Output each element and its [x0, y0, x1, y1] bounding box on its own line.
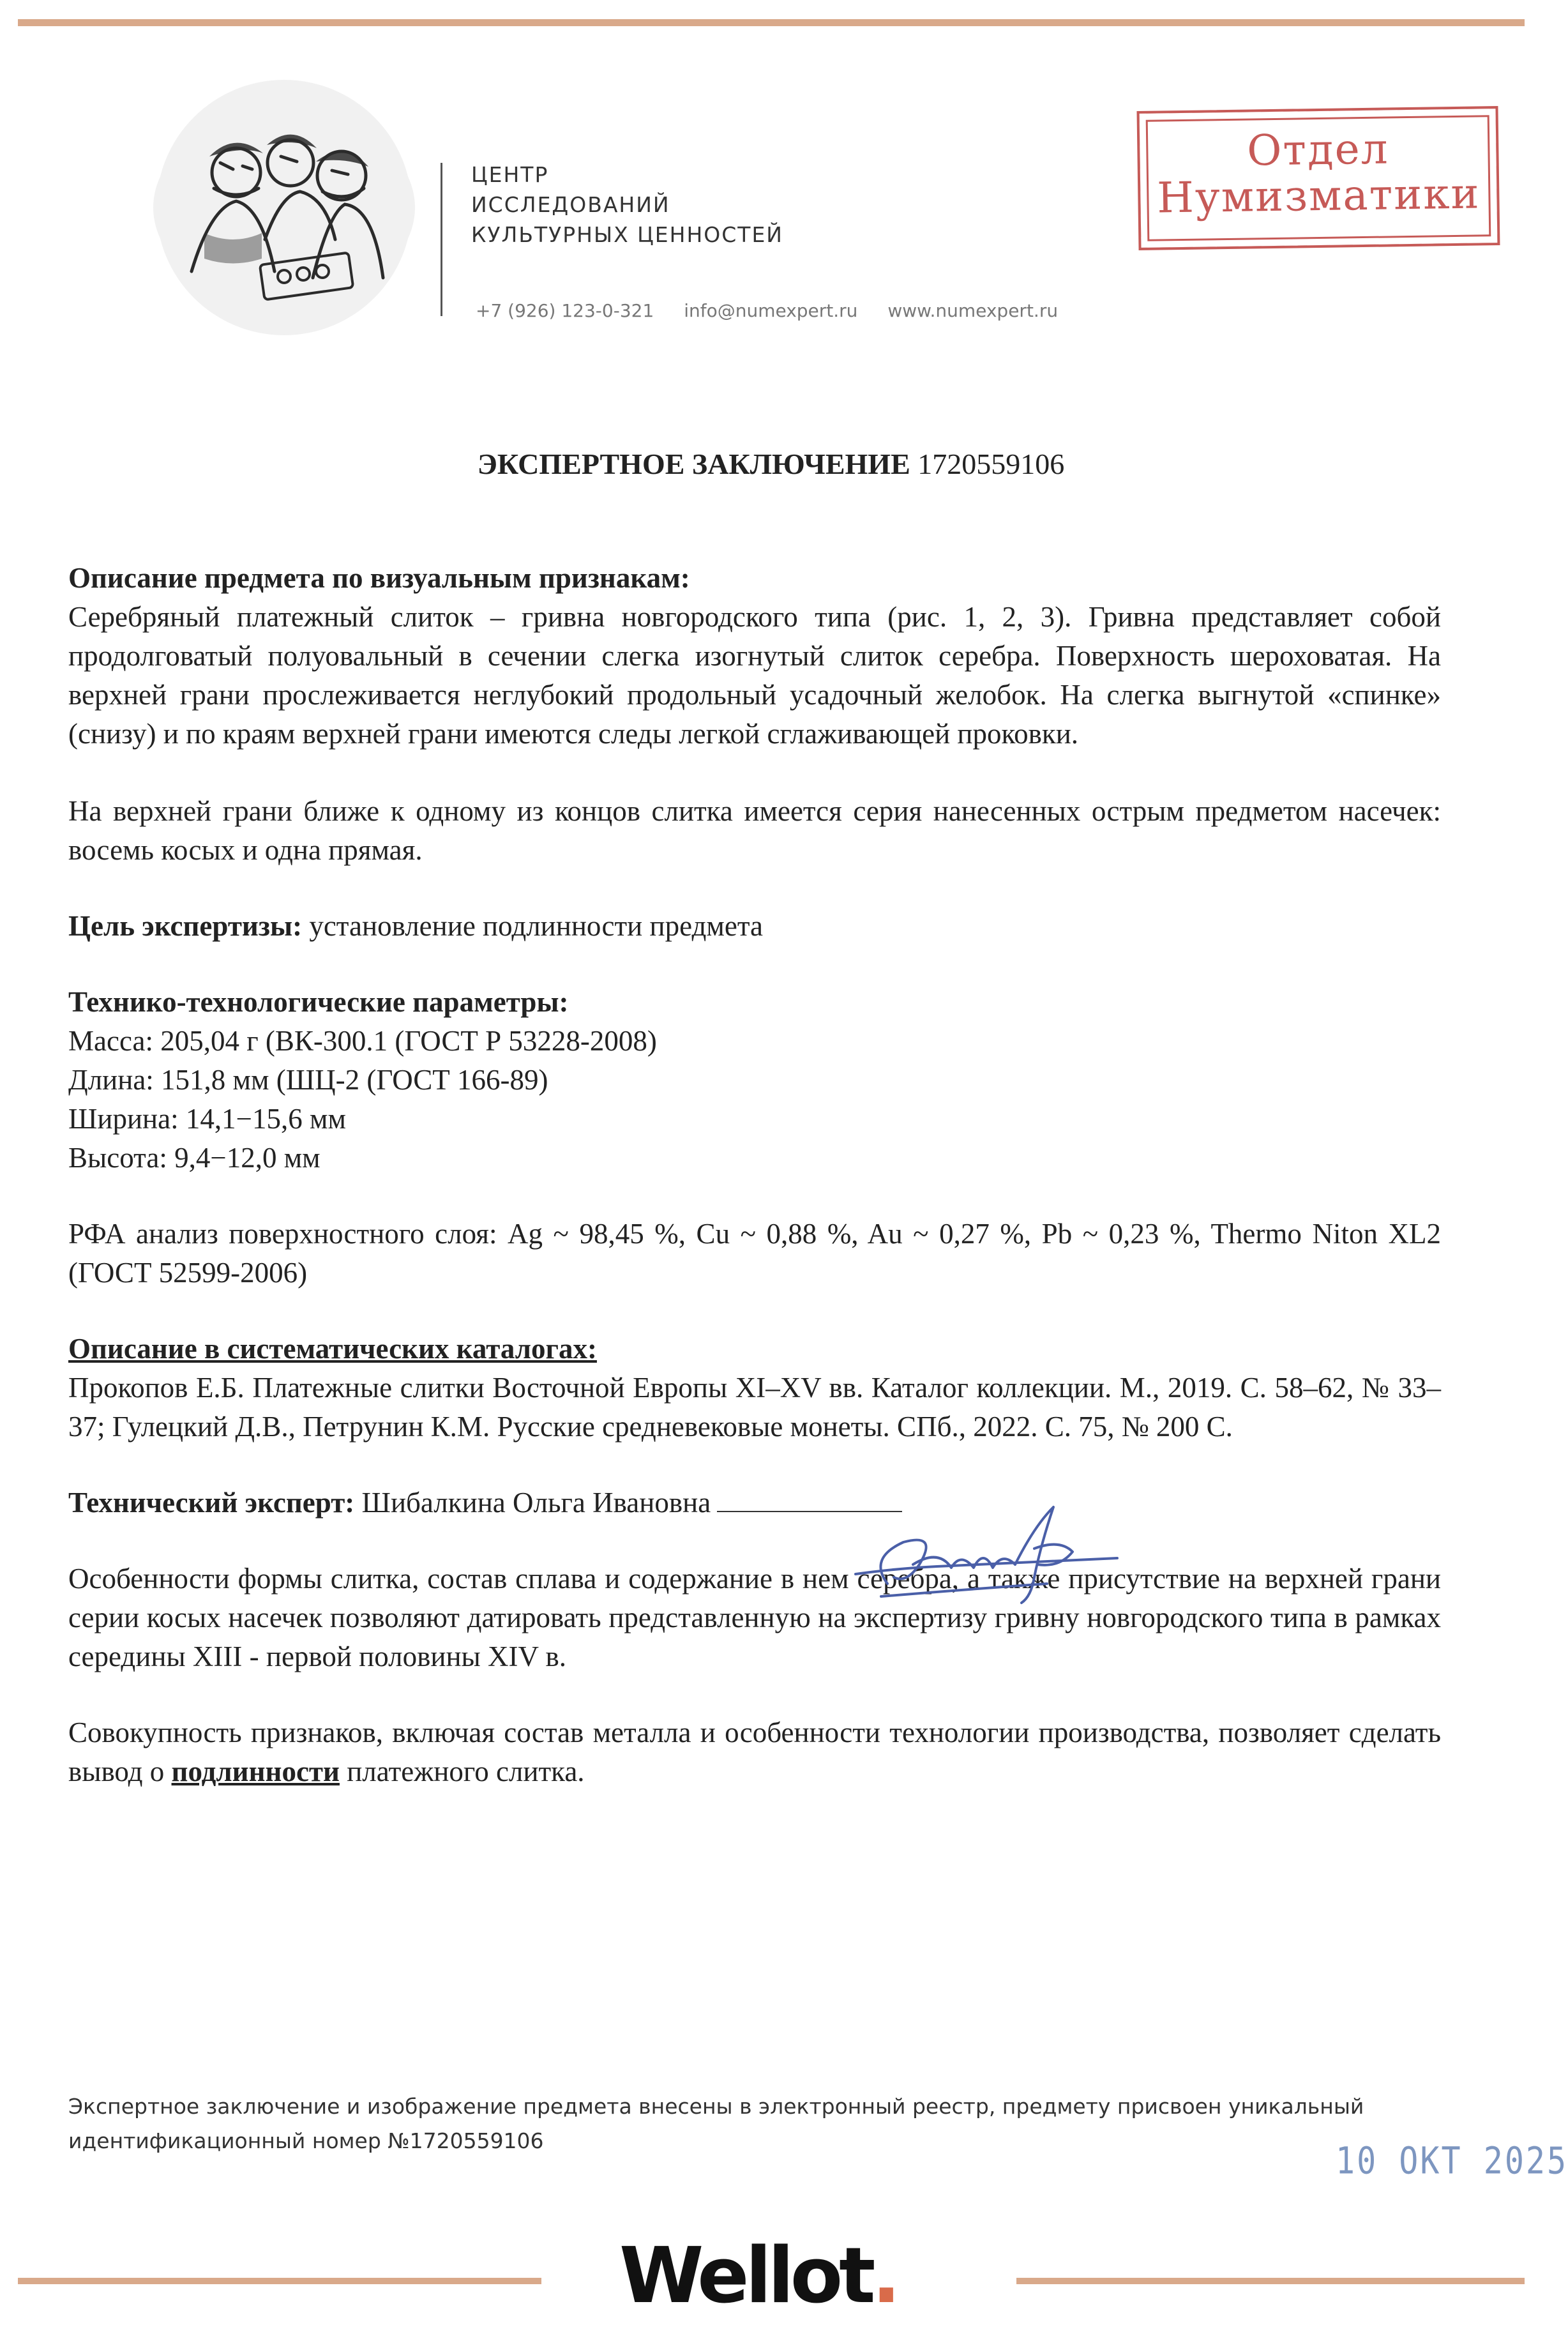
- org-name-line: КУЛЬТУРНЫХ ЦЕННОСТЕЙ: [471, 222, 783, 247]
- param-width: Ширина: 14,1−15,6 мм: [68, 1103, 346, 1135]
- stamp-text: Нумизматики: [1156, 169, 1481, 223]
- bottom-accent-bar: [18, 2278, 541, 2284]
- document-number: 1720559106: [917, 448, 1065, 480]
- params-heading: Технико-технологические параметры:: [68, 986, 569, 1018]
- purpose-label: Цель экспертизы:: [68, 910, 303, 942]
- purpose-line: [68, 907, 1441, 946]
- notches-paragraph: На верхней грани ближе к одному из концов слитка имеется серия нанесенных острым предметом насечек: восемь косых и одна прямая.: [68, 795, 1441, 866]
- title-label: ЭКСПЕРТНОЕ ЗАКЛЮЧЕНИЕ: [477, 448, 910, 480]
- param-length: Длина: 151,8 мм (ШЦ-2 (ГОСТ 166-89): [68, 1064, 548, 1096]
- authenticity-emphasis: подлинности: [171, 1755, 340, 1787]
- expert-signature-icon: [843, 1488, 1124, 1616]
- email-address: info@numexpert.ru: [684, 300, 858, 321]
- contact-info: [476, 300, 1082, 321]
- description-heading: Описание предмета по визуальным признакам:: [68, 562, 690, 594]
- expert-label: Технический эксперт:: [68, 1487, 355, 1519]
- organization-name: [471, 160, 783, 250]
- brand-dot: .: [871, 2232, 901, 2321]
- conclusion-text: Совокупность признаков, включая состав металла и особенности технологии производства, позволяет сделать вывод о: [68, 1716, 1441, 1787]
- wellot-logo: [619, 2232, 901, 2321]
- top-accent-bar: [18, 19, 1525, 26]
- param-mass: Масса: 205,04 г (ВК-300.1 (ГОСТ Р 53228-2008): [68, 1025, 657, 1057]
- document-body: [68, 559, 1441, 1791]
- date-stamp: 10 ОКТ 2025: [1336, 2139, 1568, 2183]
- conclusion-text: платежного слитка.: [339, 1755, 585, 1787]
- brand-name: Wellot: [619, 2232, 872, 2321]
- catalogs-text: Прокопов Е.Б. Платежные слитки Восточной Европы XI–XV вв. Каталог коллекции. М., 2019. С. 58–62, № 33–37; Гулецкий Д.В., Петрунин К.М. Русские средневековые монеты. СПб., 2022. С. 75, № 200 С.: [68, 1372, 1441, 1443]
- registry-note: Экспертное заключение и изображение предмета внесены в электронный реестр, предмету присвоен уникальный идентификационный номер №1720559106: [68, 2094, 1364, 2153]
- logo-engraving-icon: [153, 112, 415, 303]
- stamp-text: Отдел: [1246, 124, 1390, 176]
- org-name-line: ИССЛЕДОВАНИЙ: [471, 192, 670, 217]
- conclusion-authenticity: [68, 1713, 1441, 1791]
- expert-name: Шибалкина Ольга Ивановна: [354, 1487, 711, 1519]
- xrf-analysis: РФА анализ поверхностного слоя: Ag ~ 98,45 %, Cu ~ 0,88 %, Au ~ 0,27 %, Pb ~ 0,23 %, Thermo Niton XL2 (ГОСТ 52599-2006): [68, 1218, 1441, 1289]
- header-divider: [441, 163, 442, 316]
- org-name-line: ЦЕНТР: [471, 162, 549, 187]
- conclusion-dating: Особенности формы слитка, состав сплава и содержание в нем серебра, а также присутствие на верхней грани серии косых насечек позволяют датировать представленную на экспертизу гривну новгородского типа в рамках середины XIII - первой половины XIV в.: [68, 1563, 1441, 1672]
- numismatics-department-stamp: [1137, 106, 1500, 250]
- document-title: [0, 447, 1542, 481]
- website-url: www.numexpert.ru: [887, 300, 1059, 321]
- bottom-accent-bar: [1016, 2278, 1525, 2284]
- param-height: Высота: 9,4−12,0 мм: [68, 1142, 320, 1174]
- purpose-value: установление подлинности предмета: [302, 910, 764, 942]
- catalogs-heading: Описание в систематических каталогах:: [68, 1333, 597, 1365]
- expert-line: [68, 1483, 1441, 1522]
- phone-number: +7 (926) 123-0-321: [476, 300, 654, 321]
- description-paragraph: Серебряный платежный слиток – гривна новгородского типа (рис. 1, 2, 3). Гривна представляет собой продолговатый полуовальный в сечении слегка изогнутый слиток серебра. Поверхность шероховатая. На верхней грани прослеживается неглубокий продольный усадочный желобок. На слегка выгнутой «спинке» (снизу) и по краям верхней грани имеются следы легкой сглаживающей проковки.: [68, 601, 1441, 750]
